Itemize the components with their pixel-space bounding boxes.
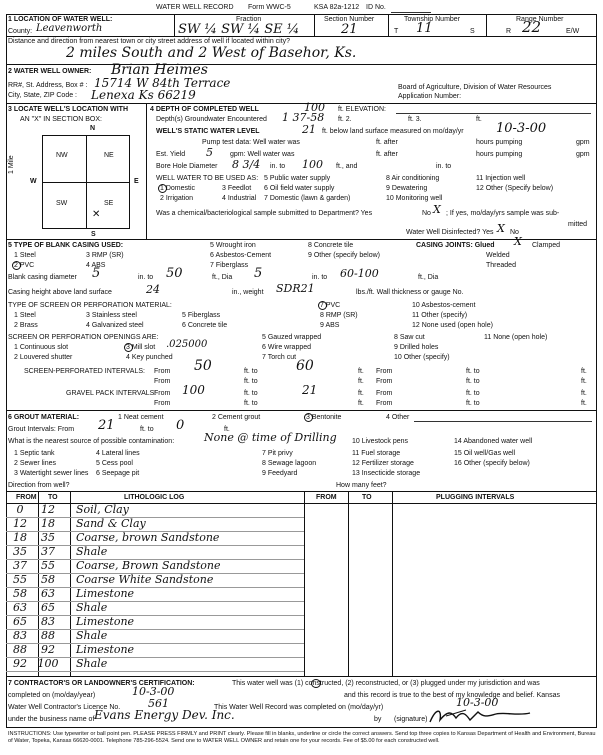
screen-asbestos[interactable]: 10 Asbestos-cement (412, 302, 476, 309)
use-11[interactable]: 11 Injection well (476, 175, 526, 182)
sw-label: SW (56, 200, 68, 207)
openings-label: SCREEN OR PERFORATION OPENINGS ARE: (8, 334, 159, 341)
instructions-text: INSTRUCTIONS: Use typewriter or ball point pen. PLEASE PRESS FIRMLY and PRINT clearly. Please fill in blanks, underline or circle the correct answers. Send top three copies to Kansas Department of Health and Environment, Bureau of Water, Topeka, Kansas 66620-0001. Telephone 785-296-5524. Send one to WATER WELL OWNER and retain one for your records. Fee of $5.00 for each constructed well. (8, 731, 596, 744)
table-row (6, 546, 266, 556)
nw-label: NW (56, 152, 68, 159)
address-value: 15714 W 84th Terrace (94, 76, 231, 90)
gravel-from4-label: From (376, 400, 393, 407)
casing-weight-value: SDR21 (276, 282, 315, 295)
address-label: RR#, St. Address, Box # : (8, 82, 88, 89)
use-5[interactable]: 5 Public water supply (264, 175, 331, 182)
casing-concrete[interactable]: 8 Concrete tile (308, 242, 354, 249)
casing-height-label: Casing height above land surface (8, 289, 112, 296)
east-label: E (134, 178, 139, 185)
perf-to3-label: ft. to (244, 378, 258, 385)
casing-rmp[interactable]: 3 RMP (SR) (86, 252, 124, 259)
screen-stainless[interactable]: 3 Stainless steel (86, 312, 137, 319)
source-other[interactable]: 16 Other (specify below) (454, 460, 530, 467)
source-lateral[interactable]: 4 Lateral lines (96, 450, 140, 457)
grout-bentonite-circle (304, 413, 313, 422)
grout-cement[interactable]: 2 Cement grout (212, 414, 261, 421)
section-5-label: 5 TYPE OF BLANK CASING USED: (8, 242, 124, 249)
diam-ft-dia: ft., Dia (212, 274, 233, 281)
grout-to-value: 0 (176, 418, 185, 433)
log-to-cell: 100 (37, 657, 59, 670)
screen-fiberglass[interactable]: 5 Fiberglass (182, 312, 221, 319)
range-number-label: Range Number (516, 16, 564, 23)
glued-x-mark: X (514, 235, 522, 248)
chem-mitted: mitted (568, 221, 588, 228)
pump-hours-1: hours pumping (476, 139, 523, 146)
section-number-value: 21 (341, 22, 358, 37)
log-description-cell: Shale (76, 657, 108, 670)
business-name-value: Evans Energy Dev. Inc. (94, 708, 235, 722)
pump-hours-2: hours pumping (476, 151, 523, 158)
source-feedyard[interactable]: 9 Feedyard (262, 470, 298, 477)
casing-other[interactable]: 9 Other (specify below) (308, 252, 380, 259)
opening-mill-circle (124, 343, 133, 352)
casing-diameter2-value: 5 (254, 266, 263, 281)
table-row (6, 504, 266, 514)
opening-mill-slot[interactable]: 3 Mill slot (126, 344, 156, 351)
county-value: Leavenworth (36, 23, 103, 34)
license-value: 561 (148, 697, 169, 710)
location-x-mark: ✕ (92, 209, 101, 220)
gravel-ft2: ft. (581, 390, 587, 397)
log-to-cell: 18 (41, 517, 55, 530)
table-row (6, 616, 266, 626)
section-6-label: 6 GROUT MATERIAL: (8, 414, 80, 421)
log-to-cell: 92 (41, 643, 55, 656)
bore-and: ft., and (336, 163, 358, 170)
log-to-cell: 55 (41, 559, 55, 572)
log-description-cell: Coarse, Brown Sandstone (76, 559, 221, 572)
bore-in: in. to (270, 163, 286, 170)
perf-to4-label: ft. to (466, 378, 480, 385)
source-pit-privy[interactable]: 7 Pit privy (262, 450, 293, 457)
use-6[interactable]: 6 Oil field water supply (264, 185, 335, 192)
log-description-cell: Shale (76, 629, 108, 642)
pump-test-label: Pump test data: Well water was (202, 139, 300, 146)
screen-galvanized[interactable]: 4 Galvanized steel (86, 322, 144, 329)
application-number-label: Application Number: (398, 93, 462, 100)
perf-ft2: ft. (581, 368, 587, 375)
opening-continuous[interactable]: 1 Continuous slot (14, 344, 69, 351)
opening-other[interactable]: 10 Other (specify) (394, 354, 450, 361)
section-7-label: 7 CONTRACTOR'S OR LANDOWNER'S CERTIFICATION: (8, 680, 195, 687)
distance-label: Distance and direction from nearest town or city street address of well if located within city? (8, 38, 291, 45)
perf-from-value: 50 (194, 358, 212, 374)
pump-after-2: ft. after (376, 151, 398, 158)
perf-ft3: ft. (358, 378, 364, 385)
use-9[interactable]: 9 Dewatering (386, 185, 428, 192)
range-value: 22 (522, 18, 542, 36)
opening-torch-cut[interactable]: 7 Torch cut (262, 354, 297, 361)
log-from-cell: 63 (13, 601, 27, 614)
signature-label: (signature) (394, 716, 428, 723)
se-label: SE (104, 200, 114, 207)
yield-unit: gpm: Well water was (230, 151, 295, 158)
section-2-label: 2 WATER WELL OWNER: (8, 68, 92, 75)
log-from-cell: 88 (13, 643, 27, 656)
perf-to-label: ft. to (244, 368, 258, 375)
source-sewer[interactable]: 2 Sewer lines (14, 460, 57, 467)
north-label: N (90, 125, 96, 132)
casing-diameter-to: 50 (166, 266, 183, 281)
ksa-number: KSA 82a-1212 (314, 4, 360, 11)
source-seepage[interactable]: 6 Seepage pit (96, 470, 140, 477)
gravel-from2-label: From (376, 390, 393, 397)
log-description-cell: Limestone (76, 615, 135, 628)
chem-sample-label: Was a chemical/bacteriological sample submitted to Department? Yes (156, 210, 373, 217)
perf-ft: ft. (358, 368, 364, 375)
casing-diameter-label: Blank casing diameter (8, 274, 77, 281)
depth-label: 4 DEPTH OF COMPLETED WELL (150, 106, 259, 113)
use-4[interactable]: 4 Industrial (222, 195, 257, 202)
log-description-cell: Coarse, brown Sandstone (76, 531, 220, 544)
log-from-cell: 35 (13, 545, 27, 558)
casing-height-value: 24 (146, 283, 160, 296)
table-row (6, 658, 266, 668)
fraction-label: Fraction (236, 16, 262, 23)
log-to-cell: 83 (41, 615, 55, 628)
grout-ft: ft. (224, 426, 230, 433)
opening-gauzed[interactable]: 5 Gauzed wrapped (262, 334, 322, 341)
screen-pvc-circle (318, 301, 327, 310)
table-row (6, 630, 266, 640)
log-from-cell: 55 (13, 573, 27, 586)
lithologic-log-header: LITHOLOGIC LOG (124, 494, 185, 501)
gravel-ft4: ft. (581, 400, 587, 407)
section-3-label: 3 LOCATE WELL'S LOCATION WITH (8, 106, 129, 113)
pump-after-1: ft. after (376, 139, 398, 146)
plug-from-header: FROM (316, 494, 337, 501)
section-1-label: 1 LOCATION OF WATER WELL: (8, 16, 113, 23)
use-label: WELL WATER TO BE USED AS: (156, 175, 259, 182)
table-row (6, 532, 266, 542)
log-from-cell: 58 (13, 587, 27, 600)
record-completed-label: This Water Well Record was completed on (mo/day/yr) (214, 704, 384, 711)
gravel-to3-label: ft. to (244, 400, 258, 407)
groundwater-value: 1 37-58 (282, 111, 325, 124)
log-to-cell: 37 (41, 545, 55, 558)
source-fertilizer[interactable]: 12 Fertilizer storage (352, 460, 414, 467)
use-2[interactable]: 2 Irrigation (160, 195, 194, 202)
diam-in-to: in. to (138, 274, 154, 281)
pump-gpm-1: gpm (576, 139, 590, 146)
gravel-from3-label: From (154, 400, 171, 407)
perf-ft4: ft. (581, 378, 587, 385)
owner-value: Brian Heimes (111, 62, 208, 78)
disinfected-x-mark: X (497, 222, 505, 235)
gravel-to4-label: ft. to (466, 400, 480, 407)
bore-label: Bore Hole Diameter (156, 163, 218, 170)
screen-pvc[interactable]: 7 PVC (320, 302, 341, 309)
section-3-label2: AN "X" IN SECTION BOX: (20, 116, 102, 123)
yield-label: Est. Yield (156, 151, 186, 158)
casing-abs[interactable]: 4 ABS (86, 262, 106, 269)
casing-pvc-circle (12, 261, 21, 270)
contamination-label: What is the nearest source of possible contamination: (8, 438, 175, 445)
source-septic[interactable]: 1 Septic tank (14, 450, 55, 457)
log-to-cell: 88 (41, 629, 55, 642)
static-level-after: ft. below land surface measured on mo/day/yr (322, 128, 464, 135)
casing-weight-label: in., weight (232, 289, 264, 296)
log-from-cell: 92 (13, 657, 27, 670)
gravel-from-value: 100 (182, 383, 205, 397)
perf-to-value: 60 (296, 358, 314, 374)
perf-intervals-label: SCREEN-PERFORATED INTERVALS: (24, 368, 145, 375)
log-description-cell: Coarse White Sandstone (76, 573, 214, 586)
perf-from3-label: From (154, 378, 171, 385)
certification-line2: and this record is true to the best of my knowledge and belief. Kansas (344, 692, 560, 699)
opening-wire-wrapped[interactable]: 6 Wire wrapped (262, 344, 312, 351)
log-description-cell: Shale (76, 545, 108, 558)
groundwater-ft2: ft. 2. (338, 116, 352, 123)
board-label: Board of Agriculture, Division of Water Resources (398, 84, 552, 91)
diam2-in-to: in. to (312, 274, 328, 281)
range-ew: E/W (566, 28, 580, 35)
grout-neat-cement[interactable]: 1 Neat cement (118, 414, 164, 421)
log-from-cell: 37 (13, 559, 27, 572)
screen-rmp[interactable]: 8 RMP (SR) (320, 312, 358, 319)
source-fuel[interactable]: 11 Fuel storage (352, 450, 401, 457)
disinfected-label: Water Well Disinfected? Yes (406, 229, 494, 236)
grout-interval-label: Grout Intervals: From (8, 426, 75, 433)
contamination-value: None @ time of Drilling (204, 431, 337, 444)
township-s: S (470, 28, 475, 35)
opening-none[interactable]: 11 None (open hole) (484, 334, 548, 341)
source-abandoned-well[interactable]: 14 Abandoned water well (454, 438, 533, 445)
log-to-cell: 63 (41, 587, 55, 600)
gravel-ft: ft. (358, 390, 364, 397)
log-description-cell: Limestone (76, 643, 135, 656)
business-name-label: under the business name of (8, 716, 95, 723)
yield-value: 5 (206, 146, 213, 159)
casing-diameter2-to: 60-100 (340, 267, 379, 280)
opening-saw-cut[interactable]: 8 Saw cut (394, 334, 425, 341)
source-oil-gas[interactable]: 15 Oil well/Gas well (454, 450, 516, 457)
diam2-ft-dia: ft., Dia (418, 274, 439, 281)
opening-louvered[interactable]: 2 Louvered shutter (14, 354, 73, 361)
log-description-cell: Shale (76, 601, 108, 614)
screen-abs[interactable]: 9 ABS (320, 322, 340, 329)
static-level-value: 21 (302, 123, 316, 136)
use-8[interactable]: 8 Air conditioning (386, 175, 440, 182)
water-well-record-form (6, 4, 597, 749)
casing-pvc[interactable]: 2 PVC (14, 262, 35, 269)
lithologic-log-table (6, 504, 304, 676)
log-to-header: TO (48, 494, 58, 501)
use-1-circle (158, 184, 167, 193)
range-r: R (506, 28, 512, 35)
city-label: City, State, ZIP Code : (8, 92, 77, 99)
chem-after: ; If yes, mo/day/yrs sample was sub- (446, 210, 560, 217)
log-from-cell: 12 (13, 517, 27, 530)
disinfected-no: No (510, 229, 519, 236)
opening-key-punched[interactable]: 4 Key punched (126, 354, 173, 361)
opening-drilled[interactable]: 9 Drilled holes (394, 344, 439, 351)
gravel-intervals-label: GRAVEL PACK INTERVALS: (66, 390, 157, 397)
license-label: Water Well Contractor's Licence No. (8, 704, 121, 711)
casing-fiberglass[interactable]: 7 Fiberglass (210, 262, 249, 269)
use-12[interactable]: 12 Other (Specify below) (476, 185, 554, 192)
township-number-label: Township Number (404, 16, 461, 23)
elevation-label: ft. ELEVATION: (338, 106, 386, 113)
township-t: T (394, 28, 399, 35)
perf-from-label: From (154, 368, 171, 375)
joints-welded[interactable]: Welded (486, 252, 510, 259)
by-label: by (374, 716, 382, 723)
screen-other[interactable]: 11 Other (specify) (412, 312, 468, 319)
city-value: Lenexa Ks 66219 (91, 88, 196, 102)
log-to-cell: 35 (41, 531, 55, 544)
constructed-circle (311, 679, 321, 688)
bore-to-value: 100 (302, 158, 323, 171)
static-level-label: WELL'S STATIC WATER LEVEL (156, 128, 260, 135)
bore-in2: in. to (436, 163, 452, 170)
log-description-cell: Soil, Clay (76, 503, 129, 516)
pump-gpm-2: gpm (576, 151, 590, 158)
casing-joints-label: CASING JOINTS: Glued (416, 242, 495, 249)
west-label: W (30, 178, 37, 185)
casing-weight-after: lbs./ft. Wall thickness or gauge No. (356, 289, 464, 296)
distance-value: 2 miles South and 2 West of Basehor, Ks. (66, 45, 357, 61)
depth-value: 100 (304, 101, 325, 114)
bore-value: 8 3/4 (232, 158, 261, 171)
screen-steel[interactable]: 1 Steel (14, 312, 36, 319)
perf-from4-label: From (376, 378, 393, 385)
use-7[interactable]: 7 Domestic (lawn & garden) (264, 195, 351, 202)
record-completed-value: 10-3-00 (456, 696, 499, 709)
fraction-value: SW ¼ SW ¼ SE ¼ (178, 22, 300, 37)
casing-diameter-value: 5 (92, 266, 101, 281)
table-row (6, 644, 266, 654)
log-to-cell: 12 (41, 503, 55, 516)
township-value: 11 (416, 21, 433, 36)
log-to-cell: 65 (41, 601, 55, 614)
source-livestock[interactable]: 10 Livestock pens (352, 438, 409, 445)
section-number-label: Section Number (324, 16, 375, 23)
gravel-ft3: ft. (358, 400, 364, 407)
use-10[interactable]: 10 Monitoring well (386, 195, 443, 202)
casing-wrought-iron[interactable]: 5 Wrought iron (210, 242, 256, 249)
table-row (6, 560, 266, 570)
gravel-to-label: ft. to (244, 390, 258, 397)
certification-line1: This water well was (1) constructed, (2) reconstructed, or (3) plugged under my jurisdiction and was (232, 680, 540, 687)
grout-to-label: ft. to (140, 426, 154, 433)
log-from-header: FROM (16, 494, 37, 501)
groundwater-ft3: ft. 3. (408, 116, 422, 123)
casing-steel[interactable]: 1 Steel (14, 252, 36, 259)
completed-on-label: completed on (mo/day/year) (8, 692, 96, 699)
screen-brass[interactable]: 2 Brass (14, 322, 38, 329)
screen-material-label: TYPE OF SCREEN OR PERFORATION MATERIAL: (8, 302, 172, 309)
perf-to2-label: ft. to (466, 368, 480, 375)
log-from-cell: 65 (13, 615, 27, 628)
mill-slot-value: .025000 (166, 339, 208, 350)
grout-bentonite[interactable]: 3 Bentonite (306, 414, 342, 421)
completed-on-value: 10-3-00 (132, 685, 175, 698)
perf-from2-label: From (376, 368, 393, 375)
log-description-cell: Limestone (76, 587, 135, 600)
mile-label: 1 Mile (8, 155, 15, 174)
casing-asbestos[interactable]: 6 Asbestos-Cement (210, 252, 272, 259)
table-row (6, 518, 266, 528)
static-level-date: 10-3-00 (496, 121, 547, 136)
direction-label: Direction from well? (8, 482, 70, 489)
source-watertight[interactable]: 3 Watertight sewer lines (14, 470, 89, 477)
joints-threaded[interactable]: Threaded (486, 262, 516, 269)
form-number: Form WWC-5 (248, 4, 291, 11)
plugging-intervals-header: PLUGGING INTERVALS (436, 494, 515, 501)
grout-other[interactable]: 4 Other (386, 414, 410, 421)
source-insecticide[interactable]: 13 Insecticide storage (352, 470, 421, 477)
form-title: WATER WELL RECORD (156, 4, 234, 11)
log-from-cell: 0 (16, 503, 24, 516)
grout-from-value: 21 (98, 418, 115, 433)
gravel-to-value: 21 (302, 383, 318, 397)
gravel-from-label: From (154, 390, 171, 397)
groundwater-label: Depth(s) Groundwater Encountered (156, 116, 267, 123)
feet-label: How many feet? (336, 482, 387, 489)
id-label: ID No. (366, 4, 386, 11)
gravel-to2-label: ft. to (466, 390, 480, 397)
source-lagoon[interactable]: 8 Sewage lagoon (262, 460, 317, 467)
joints-clamped[interactable]: Clamped (532, 242, 561, 249)
use-1[interactable]: 1 Domestic (160, 185, 196, 192)
county-label: County: (8, 28, 33, 35)
screen-concrete[interactable]: 6 Concrete tile (182, 322, 228, 329)
plug-to-header: TO (362, 494, 372, 501)
chem-no: No (422, 210, 431, 217)
source-cess-pool[interactable]: 5 Cess pool (96, 460, 133, 467)
table-row (6, 574, 266, 584)
signature-image (426, 704, 536, 726)
south-label: S (91, 231, 96, 238)
log-description-cell: Sand & Clay (76, 517, 146, 530)
table-row (6, 588, 266, 598)
log-to-cell: 58 (41, 573, 55, 586)
screen-none[interactable]: 12 None used (open hole) (412, 322, 493, 329)
chem-x-mark: X (433, 203, 441, 216)
table-row (6, 602, 266, 612)
ne-label: NE (104, 152, 114, 159)
log-from-cell: 83 (13, 629, 27, 642)
log-from-cell: 18 (13, 531, 27, 544)
groundwater-ft-end: ft. (476, 116, 482, 123)
use-3[interactable]: 3 Feedlot (222, 185, 252, 192)
